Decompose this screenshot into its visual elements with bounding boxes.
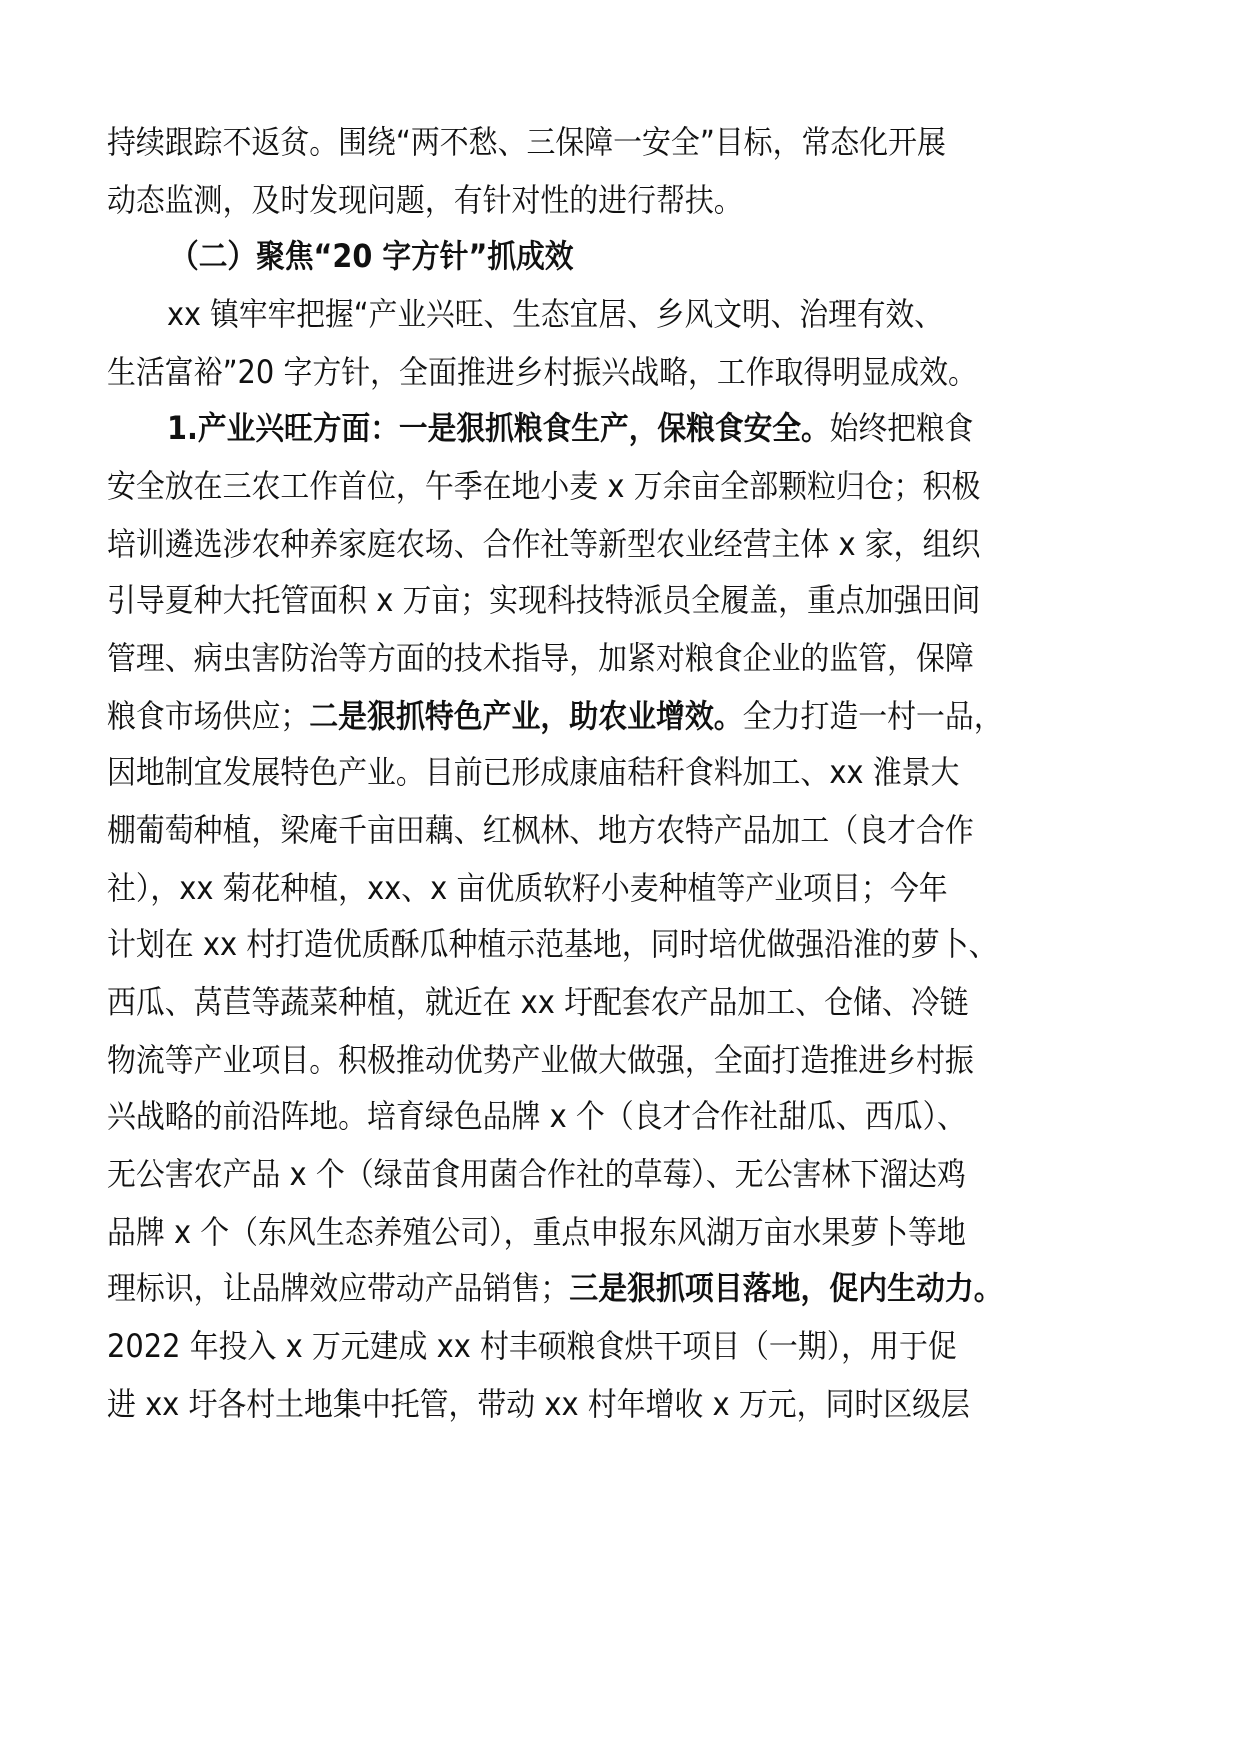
text-line	[10, 924, 1130, 964]
text-segment: 兴战略的前沿阵地。培育绿色品牌 x 个（良才合作社甜瓜、西瓜）、	[107, 1097, 966, 1135]
text-segment: 理标识，让品牌效应带动产品销售；	[107, 1269, 570, 1307]
text-line	[10, 1212, 1130, 1252]
text-line	[10, 580, 1130, 620]
text-line	[10, 1096, 1130, 1136]
text-segment: 生活富裕”20 字方针，全面推进乡村振兴战略，工作取得明显成效。	[107, 353, 977, 391]
text-line	[10, 122, 1130, 162]
text-segment: 持续跟踪不返贫。围绕“两不愁、三保障一安全”目标，常态化开展	[107, 123, 946, 161]
text-line	[17, 294, 1130, 334]
text-segment: 2022 年投入 x 万元建成 xx 村丰硕粮食烘干项目（一期），用于促	[107, 1327, 957, 1365]
section-heading	[17, 236, 1130, 276]
text-line	[10, 180, 1130, 220]
text-segment: 西瓜、莴苣等蔬菜种植，就近在 xx 圩配套农产品加工、仓储、冷链	[107, 983, 969, 1021]
text-segment: 计划在 xx 村打造优质酥瓜种植示范基地，同时培优做强沿淮的萝卜、	[107, 925, 998, 963]
text-segment: 物流等产业项目。积极推动优势产业做大做强，全面打造推进乡村振	[107, 1041, 974, 1079]
text-line	[10, 466, 1130, 506]
text-line	[10, 1268, 1130, 1308]
text-segment: 品牌 x 个（东风生态养殖公司），重点申报东风湖万亩水果萝卜等地	[107, 1213, 966, 1251]
text-segment: 无公害农产品 x 个（绿苗食用菌合作社的草莓）、无公害林下溜达鸡	[107, 1155, 966, 1193]
text-segment: 动态监测，及时发现问题，有针对性的进行帮扶。	[107, 181, 743, 219]
text-segment: 粮食市场供应；	[107, 697, 310, 735]
text-line	[10, 1154, 1130, 1194]
text-line	[10, 524, 1130, 564]
text-line	[10, 868, 1130, 908]
text-line	[17, 408, 1130, 448]
text-line	[10, 982, 1130, 1022]
text-line	[10, 752, 1130, 792]
text-line	[10, 638, 1130, 678]
text-line	[10, 810, 1130, 850]
text-line	[10, 696, 1130, 736]
text-segment: 培训遴选涉农种养家庭农场、合作社等新型农业经营主体 x 家，组织	[107, 525, 981, 563]
text-line	[10, 1326, 1130, 1366]
section-heading-text: （二）聚焦“20 字方针”抓成效	[170, 237, 574, 275]
text-line	[10, 352, 1130, 392]
text-segment: 安全放在三农工作首位，午季在地小麦 x 万余亩全部颗粒归仓；积极	[107, 467, 981, 505]
text-line	[10, 1040, 1130, 1080]
text-line	[10, 1384, 1130, 1424]
text-segment: 管理、病虫害防治等方面的技术指导，加紧对粮食企业的监管，保障	[107, 639, 974, 677]
text-segment: 棚葡萄种植，梁庵千亩田藕、红枫林、地方农特产品加工（良才合作	[107, 811, 974, 849]
text-segment: 全力打造一村一品，	[742, 697, 1003, 735]
bold-lead: 1.产业兴旺方面：一是狠抓粮食生产，保粮食安全。	[167, 409, 830, 447]
text-segment: 社），xx 菊花种植，xx、x 亩优质软籽小麦种植等产业项目；今年	[107, 869, 948, 907]
text-segment: 引导夏种大托管面积 x 万亩；实现科技特派员全履盖，重点加强田间	[107, 581, 981, 619]
text-segment: xx 镇牢牢把握“产业兴旺、生态宜居、乡风文明、治理有效、	[167, 295, 944, 333]
text-segment: 始终把粮食	[829, 409, 974, 447]
text-segment: 因地制宜发展特色产业。目前已形成康庙秸秆食料加工、xx 淮景大	[107, 753, 960, 791]
text-segment: 进 xx 圩各村土地集中托管，带动 xx 村年增收 x 万元，同时区级层	[107, 1385, 970, 1423]
bold-lead: 三是狠抓项目落地，促内生动力。	[569, 1269, 1003, 1307]
bold-lead: 二是狠抓特色产业，助农业增效。	[309, 697, 743, 735]
